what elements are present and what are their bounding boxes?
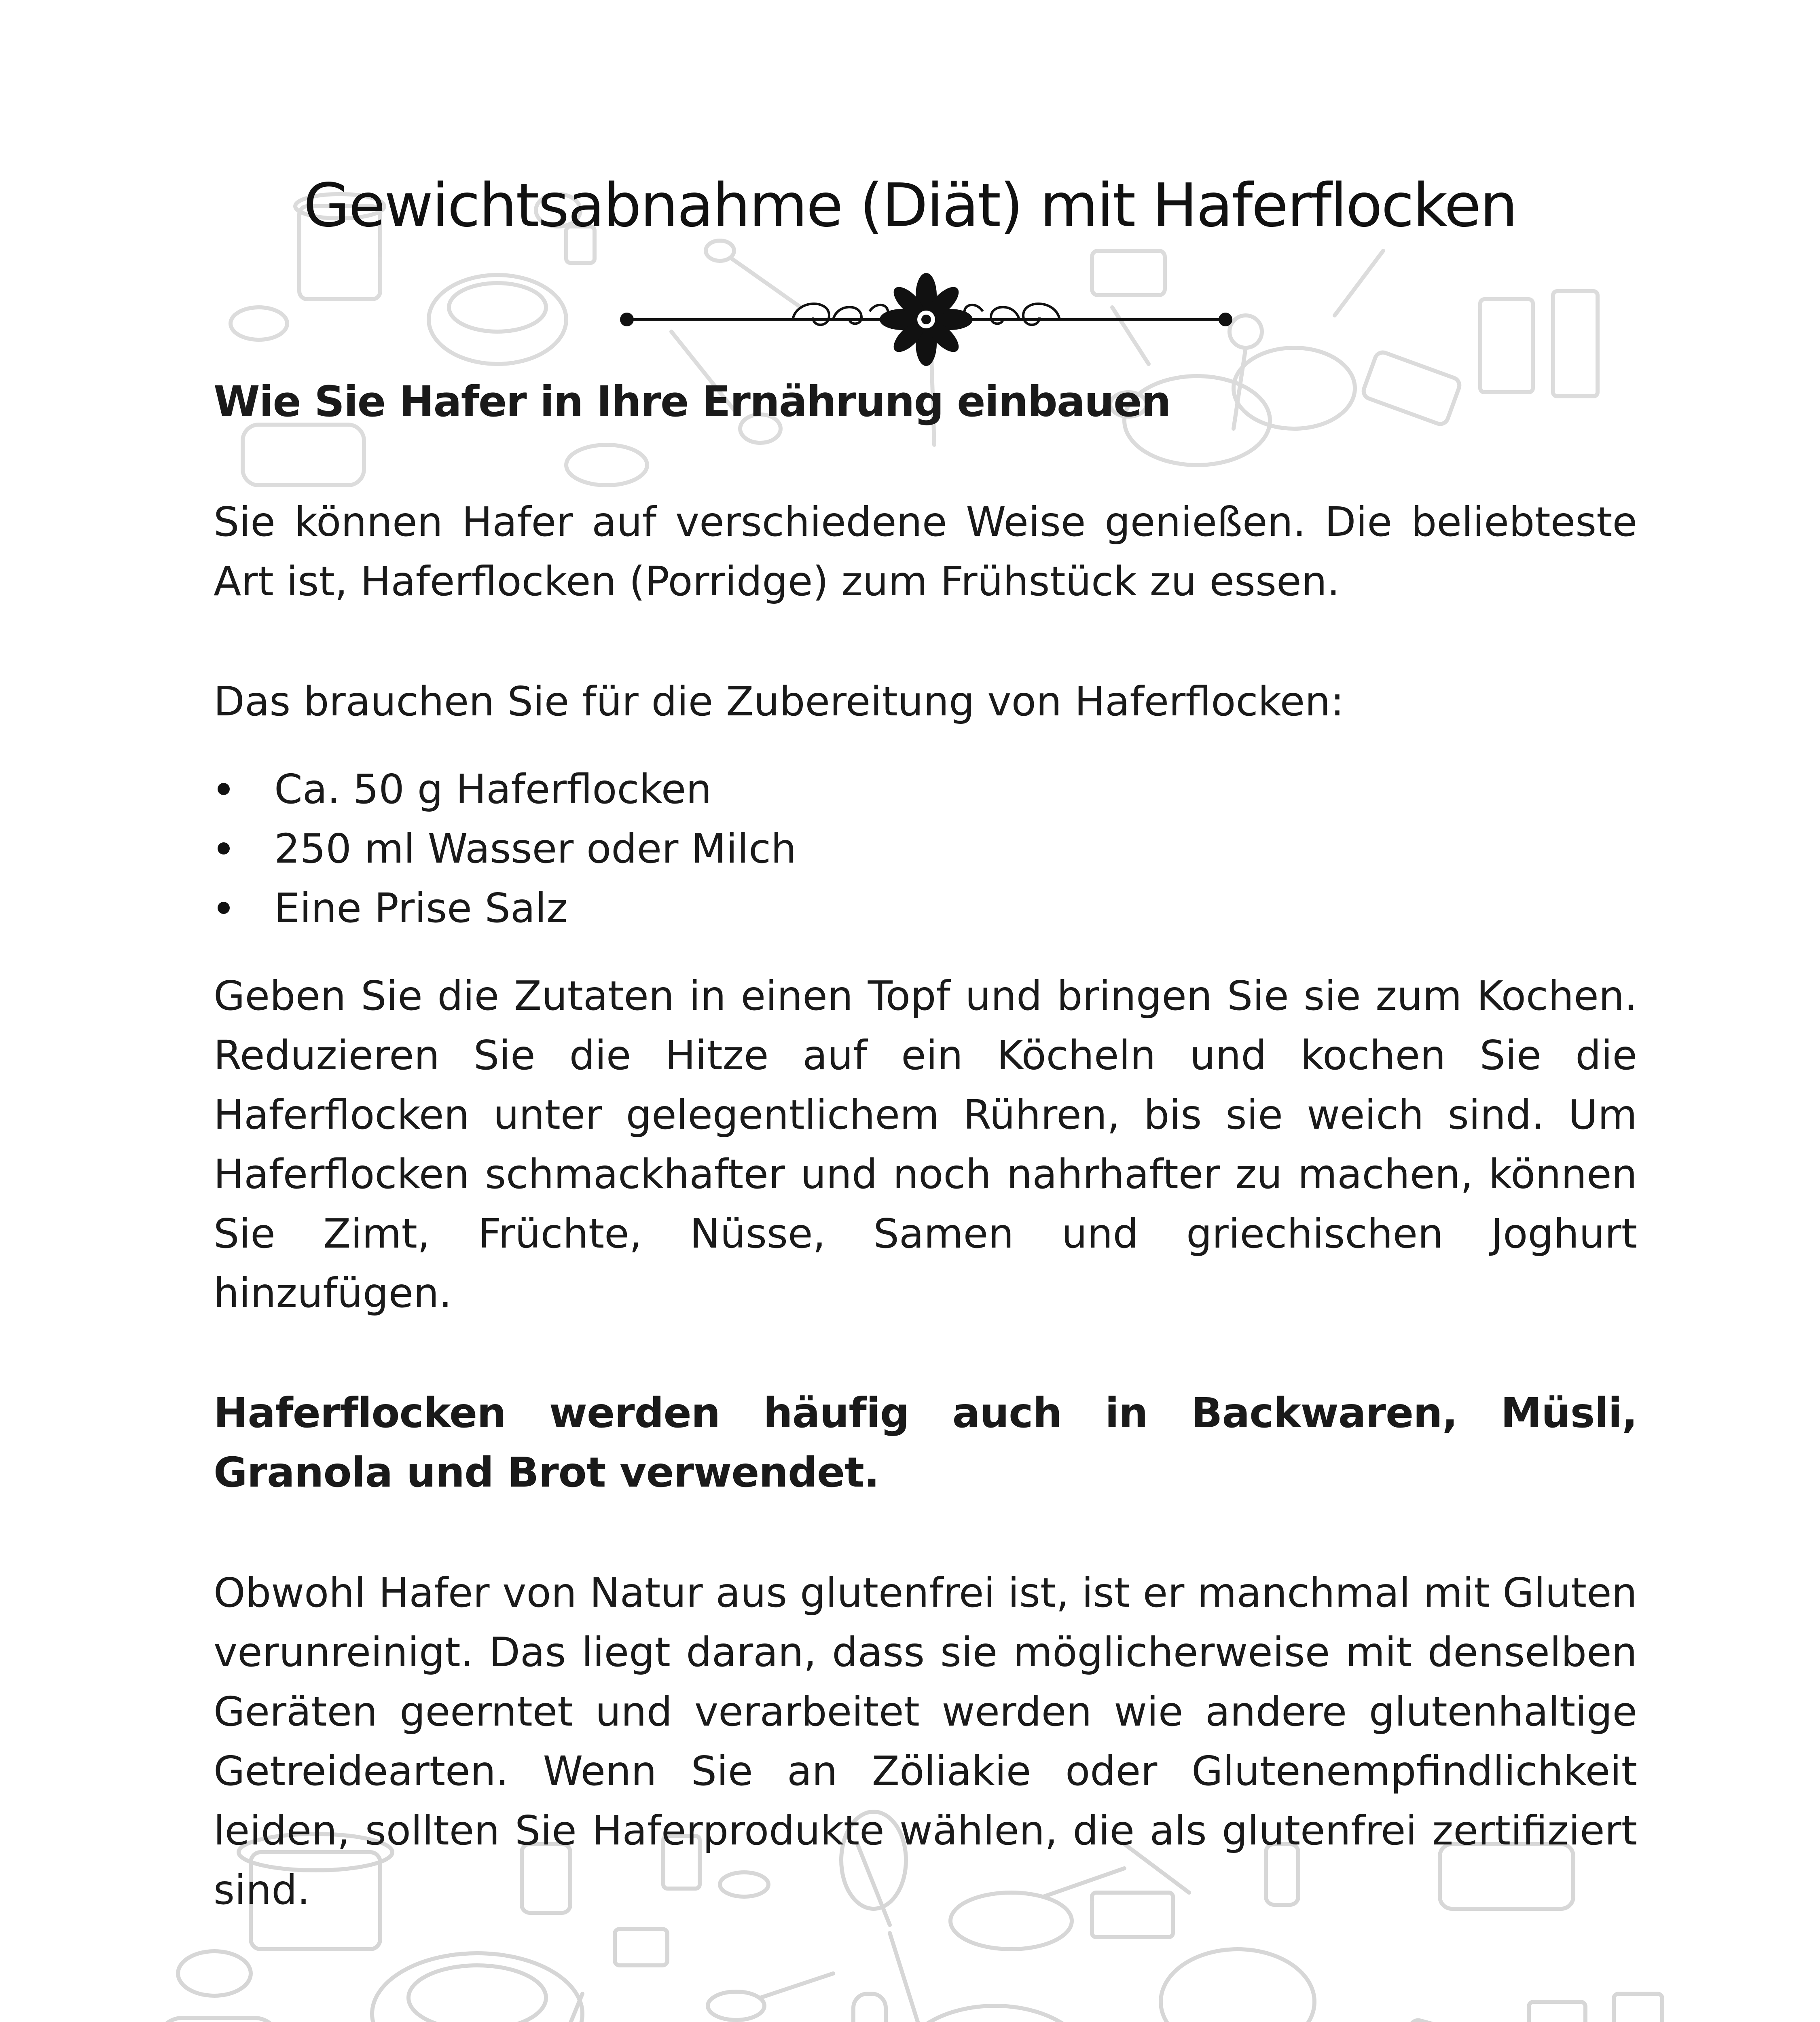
intro-paragraph: Sie können Hafer auf verschiedene Weise genießen. Die beliebteste Art ist, Haferflocken (Porridge) zum Frühstück zu essen. bbox=[214, 498, 1637, 605]
bullet-icon bbox=[218, 783, 230, 795]
bold-note: Haferflocken werden häufig auch in Backwaren, Müsli, Granola und Brot verwendet. bbox=[214, 1389, 1637, 1497]
bullet-icon bbox=[218, 842, 230, 854]
list-item bbox=[214, 819, 1637, 878]
list-item-text: Eine Prise Salz bbox=[274, 884, 568, 932]
gluten-paragraph: Obwohl Hafer von Natur aus glutenfrei ist, ist er manchmal mit Gluten verunreinigt. Das liegt daran, dass sie möglicherweise mit denselben Geräten geerntet und verarbeitet werden wie andere glutenhaltige Getreidearten. Wenn Sie an Zöliakie oder Glutenempfindlichkeit leiden, sollten Sie Haferprodukte wählen, die als glutenfrei zertifiziert sind. bbox=[214, 1569, 1637, 1914]
ingredients-intro: Das brauchen Sie für die Zubereitung von Haferflocken: bbox=[214, 678, 1344, 725]
ingredient-list bbox=[214, 759, 1637, 938]
list-item-text: Ca. 50 g Haferflocken bbox=[274, 766, 712, 813]
list-item bbox=[214, 878, 1637, 938]
section-heading: Wie Sie Hafer in Ihre Ernährung einbauen bbox=[214, 377, 1170, 426]
page-title: Gewichtsabnahme (Diät) mit Haferflocken bbox=[303, 171, 1517, 240]
list-item-text: 250 ml Wasser oder Milch bbox=[274, 825, 797, 872]
list-item bbox=[214, 759, 1637, 819]
bullet-icon bbox=[218, 902, 230, 914]
ornament-divider-icon bbox=[619, 267, 1234, 372]
main-content bbox=[214, 372, 1637, 1920]
instructions-paragraph: Geben Sie die Zutaten in einen Topf und bringen Sie sie zum Kochen. Reduzieren Sie die Hitze auf ein Köcheln und kochen Sie die Haferflocken unter gelegentlichem Rühren, bis sie weich sind. Um Haferflocken schmackhafter und noch nahrhafter zu machen, können Sie Zimt, Früchte, Nüsse, Samen und griechischen Joghurt hinzufügen. bbox=[214, 972, 1637, 1317]
